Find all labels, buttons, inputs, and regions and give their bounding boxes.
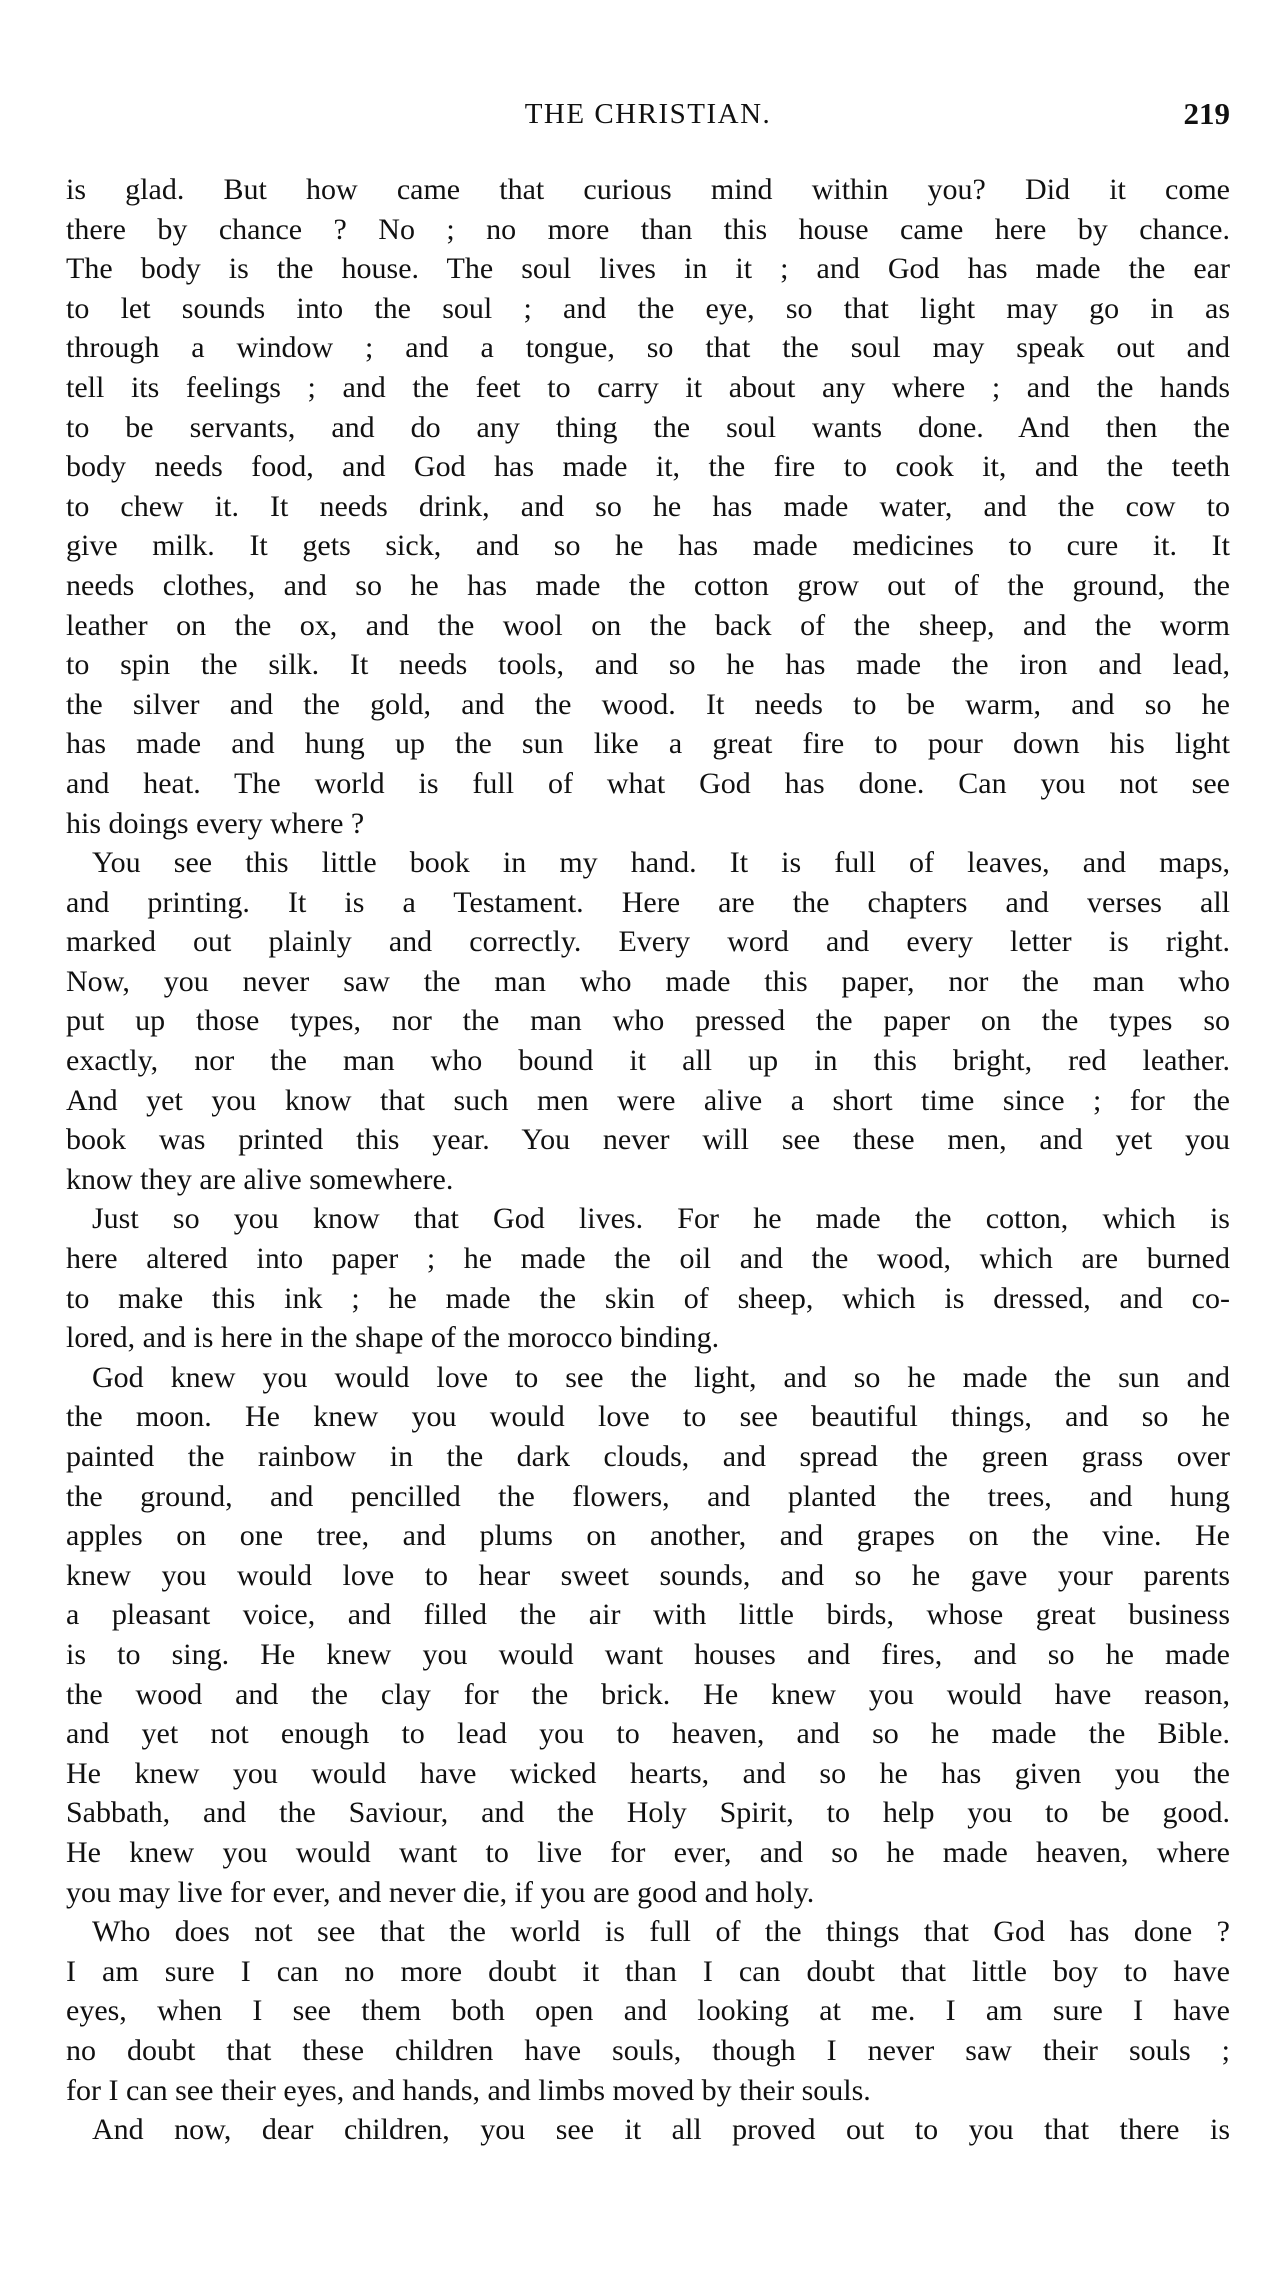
text-line: tell its feelings ; and the feet to carry it about any where ; and the hands bbox=[66, 370, 1230, 404]
text-line: apples on one tree, and plums on another, and grapes on the vine. He bbox=[66, 1519, 1230, 1553]
text-line: and heat. The world is full of what God has done. Can you not see bbox=[66, 766, 1230, 800]
text-line: here altered into paper ; he made the oil and the wood, which are burned bbox=[66, 1242, 1230, 1276]
text-line: book was printed this year. You never will see these men, and yet you bbox=[66, 1123, 1230, 1157]
text-line: knew you would love to hear sweet sounds, and so he gave your parents bbox=[66, 1558, 1230, 1592]
text-line: the wood and the clay for the brick. He knew you would have reason, bbox=[66, 1677, 1230, 1711]
paragraph-end-line: know they are alive somewhere. bbox=[66, 1162, 454, 1196]
text-line: painted the rainbow in the dark clouds, and spread the green grass over bbox=[66, 1440, 1230, 1473]
paragraph-end-line: you may live for ever, and never die, if you are good and holy. bbox=[66, 1875, 815, 1909]
paragraph-start-line: You see this little book in my hand. It is full of leaves, and maps, bbox=[92, 846, 1230, 880]
text-line: a pleasant voice, and filled the air with little birds, whose great business bbox=[66, 1598, 1230, 1632]
text-line: to be servants, and do any thing the soul wants done. And then the bbox=[66, 410, 1230, 444]
text-line: to spin the silk. It needs tools, and so he has made the iron and lead, bbox=[66, 648, 1230, 682]
text-line: exactly, nor the man who bound it all up in this bright, red leather. bbox=[66, 1044, 1230, 1078]
text-line: Now, you never saw the man who made this paper, nor the man who bbox=[66, 964, 1230, 998]
text-line: He knew you would have wicked hearts, and so he has given you the bbox=[66, 1756, 1230, 1790]
text-line: has made and hung up the sun like a great fire to pour down his light bbox=[66, 727, 1230, 761]
paragraph-end-line: for I can see their eyes, and hands, and limbs moved by their souls. bbox=[66, 2073, 871, 2107]
text-line: to chew it. It needs drink, and so he has made water, and the cow to bbox=[66, 489, 1230, 523]
text-line: Sabbath, and the Saviour, and the Holy Spirit, to help you to be good. bbox=[66, 1796, 1230, 1830]
text-line: the ground, and pencilled the flowers, and planted the trees, and hung bbox=[66, 1479, 1230, 1513]
text-line: give milk. It gets sick, and so he has made medicines to cure it. It bbox=[66, 529, 1230, 563]
text-line: the silver and the gold, and the wood. It needs to be warm, and so he bbox=[66, 687, 1230, 721]
text-line: I am sure I can no more doubt it than I can doubt that little boy to have bbox=[66, 1954, 1230, 1988]
body-text bbox=[66, 170, 1230, 2150]
paragraph-start-line: And now, dear children, you see it all proved out to you that there is bbox=[92, 2113, 1230, 2147]
text-line: marked out plainly and correctly. Every word and every letter is right. bbox=[66, 925, 1230, 959]
page-number: 219 bbox=[1183, 96, 1230, 131]
text-line: body needs food, and God has made it, the fire to cook it, and the teeth bbox=[66, 450, 1230, 484]
paragraph-end-line: his doings every where ? bbox=[66, 806, 365, 840]
text-line: to make this ink ; he made the skin of sheep, which is dressed, and co- bbox=[66, 1281, 1230, 1315]
text-line: eyes, when I see them both open and looking at me. I am sure I have bbox=[66, 1994, 1230, 2028]
paragraph-start-line: Just so you know that God lives. For he made the cotton, which is bbox=[92, 1202, 1230, 1236]
paragraph-start-line: God knew you would love to see the light, and so he made the sun and bbox=[92, 1360, 1230, 1394]
text-line: needs clothes, and so he has made the cotton grow out of the ground, the bbox=[66, 568, 1230, 602]
text-line: And yet you know that such men were alive a short time since ; for the bbox=[66, 1083, 1230, 1117]
text-line: to let sounds into the soul ; and the eye, so that light may go in as bbox=[66, 291, 1230, 325]
text-line: is to sing. He knew you would want houses and fires, and so he made bbox=[66, 1637, 1230, 1671]
text-line: and printing. It is a Testament. Here are the chapters and verses all bbox=[66, 885, 1230, 919]
text-line: there by chance ? No ; no more than this house came here by chance. bbox=[66, 212, 1230, 246]
running-head bbox=[66, 92, 1230, 136]
text-line: through a window ; and a tongue, so that the soul may speak out and bbox=[66, 331, 1230, 365]
text-line: is glad. But how came that curious mind within you? Did it come bbox=[66, 173, 1230, 206]
text-line: the moon. He knew you would love to see beautiful things, and so he bbox=[66, 1400, 1230, 1434]
running-title: THE CHRISTIAN. bbox=[524, 98, 772, 130]
paragraph-start-line: Who does not see that the world is full of the things that God has done ? bbox=[92, 1915, 1230, 1949]
text-line: The body is the house. The soul lives in it ; and God has made the ear bbox=[66, 252, 1230, 286]
text-line: put up those types, nor the man who pressed the paper on the types so bbox=[66, 1004, 1230, 1038]
text-line: no doubt that these children have souls, though I never saw their souls ; bbox=[66, 2033, 1230, 2067]
text-line: and yet not enough to lead you to heaven, and so he made the Bible. bbox=[66, 1717, 1230, 1751]
paragraph-end-line: lored, and is here in the shape of the morocco binding. bbox=[66, 1321, 720, 1355]
text-line: He knew you would want to live for ever, and so he made heaven, where bbox=[66, 1835, 1230, 1869]
text-line: leather on the ox, and the wool on the back of the sheep, and the worm bbox=[66, 608, 1230, 642]
